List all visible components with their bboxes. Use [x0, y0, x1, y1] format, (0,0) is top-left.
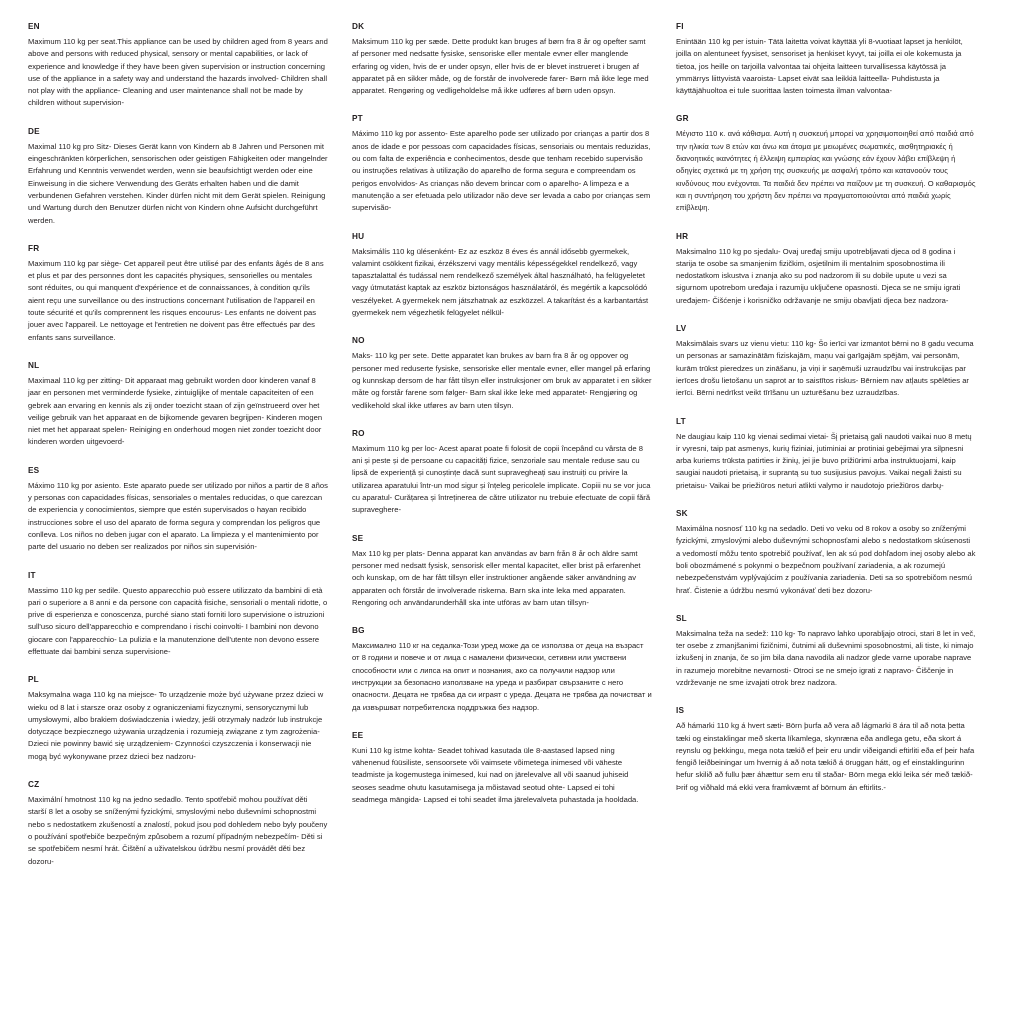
language-block — [676, 324, 976, 399]
language-block — [352, 429, 652, 517]
language-block — [676, 509, 976, 597]
language-block — [28, 22, 328, 110]
language-body: Maksimálís 110 kg ülésenként- Ez az eszköz 8 éves és annál idősebb gyermekek, valamint csökkent fizikai, érzékszervi vagy mentális képességekkel rendelkező, vagy tapasztalattal és tudással nem rendelkező személyek által használható, ha felügyeletet vagy útmutatást kaptak az eszköz biztonságos használatáról, és megértik a kapcsolódó veszélyeket. A gyermekek nem játszhatnak az eszközzel. A takarítást és a karbantartást gyermekek nem végezhetik felügyelet nélkül- — [352, 246, 649, 318]
language-body: Maximum 110 kg par siège- Cet appareil peut être utilisé par des enfants âgés de 8 ans et plus et par des personnes dont les capacités physiques, sensorielles ou mentales sont réduites, ou qui manquent d'expérience et de connaissances, à condition qu'ils aient reçu une surveillance ou des instructions concernant l'utilisation de l'appareil en toute sécurité et qu'ils comprennent les risques encourus- Les enfants ne doivent pas jouer avec l'appareil. Le nettoyage et l'entretien ne doivent pas être effectués par des enfants sans surveillance. — [28, 258, 324, 342]
language-block — [676, 114, 976, 214]
language-code: NO — [352, 336, 365, 346]
language-block — [352, 114, 652, 214]
text-column-1 — [28, 22, 328, 885]
language-code: DK — [352, 22, 365, 31]
language-body: Maximal 110 kg pro Sitz- Dieses Gerät kann von Kindern ab 8 Jahren und Personen mit eingeschränkten körperlichen, sensorischen oder geistigen Fähigkeiten oder mangelnder Erfahrung und Kenntnis verwendet werden, wenn sie beaufsichtigt werden oder eine Einweisung in die sichere Verwendung des Geräts erhalten haben und die damit verbundenen Gefahren verstehen. Kinder dürfen nicht mit dem Gerät spielen. Reinigung und Wartung durch den Benutzer dürfen nicht von Kindern ohne Aufsicht durchgeführt werden. — [28, 141, 328, 225]
language-block — [676, 232, 976, 307]
language-body: Maksimālais svars uz vienu vietu: 110 kg- Šo ierīci var izmantot bērni no 8 gadu vecuma un personas ar samazinātām fiziskajām, maņu vai garīgajām spējām, vai personām, kurām trūkst pieredzes un zināšanu, ja viņi ir saņēmuši uzraudzību vai instrukcijas par ierīces drošu lietošanu un saprot ar to saistītos riskus- Bērniem nav atļauts spēlēties ar ierīci. Bērni nedrīkst veikt tīrīšanu un uzturēšanu bez uzraudzības. — [676, 339, 974, 398]
language-body: Maksimum 110 kg per sæde. Dette produkt kan bruges af børn fra 8 år og opefter samt af personer med nedsatte fysiske, sensoriske eller mentale evner eller manglende erfaring og viden, hvis de er under opsyn, eller hvis de er blevet instrueret i brugen af apparatet på en sikker måde, og de forstår de involverede farer- Børn må ikke lege med apparatet. Rengøring og vedligeholdelse må ikke udføres af børn uden opsyn. — [352, 37, 649, 96]
language-body: Kuni 110 kg istme kohta- Seadet tohivad kasutada üle 8-aastased lapsed ning vähenenud füüsiliste, sensoorsete või vaimsete võimetega inimesed või väheste teadmiste ja kogemustega inimesed, kui nad on järelevalve all või saanud juhiseid seoses seadme ohutu kasutamisega ja mõistavad seotud ohte- Lapsed ei tohi seadmega mängida- Lapsed ei tohi seadet ilma järelevalveta puhastada ja hooldada. — [352, 745, 639, 805]
language-code: RO — [352, 428, 365, 438]
language-body: Máximo 110 kg por asiento. Este aparato puede ser utilizado por niños a partir de 8 años y personas con capacidades físicas, sensoriales o mentales reducidas, o que carezcan de experiencia y conocimientos, siempre que estén supervisados o hayan recibido instrucciones sobre el uso del aparato de forma segura y comprendan los peligros que conlleva. Los niños no deben jugar con el aparato. La limpieza y el mantenimiento por parte del usuario no deben ser realizados por niños sin supervisión- — [28, 480, 328, 552]
language-code: ES — [28, 465, 40, 475]
language-code: IT — [28, 570, 36, 580]
language-block — [676, 706, 976, 794]
language-code: FI — [676, 22, 684, 31]
language-code: IS — [676, 706, 685, 716]
language-code: EN — [28, 22, 40, 31]
language-code: GR — [676, 114, 689, 124]
language-block — [28, 244, 328, 344]
language-code: SE — [352, 533, 364, 543]
language-body: Maximaal 110 kg per zitting- Dit apparaat mag gebruikt worden door kinderen vanaf 8 jaar en personen met verminderde fysieke, zintuiglijke of mentale capaciteiten of een gebrek aan ervaring en kennis als zij onder toezicht staan of zijn geïnstrueerd over het veilige gebruik van het apparaat en de bijkomende gevaren begrijpen- Kinderen mogen niet met het apparaat spelen- Reiniging en onderhoud mogen niet zonder toezicht door kinderen worden uitgevoerd- — [28, 375, 323, 447]
language-block — [676, 22, 976, 97]
language-block — [28, 571, 328, 659]
language-block — [352, 731, 652, 806]
language-code: SK — [676, 509, 688, 519]
language-code: CZ — [28, 780, 40, 790]
language-code: PT — [352, 114, 363, 124]
language-code: NL — [28, 360, 40, 370]
language-block — [28, 466, 328, 554]
language-code: FR — [28, 243, 40, 253]
language-code: BG — [352, 626, 365, 636]
language-block — [352, 232, 652, 320]
language-body: Máximo 110 kg por assento- Este aparelho pode ser utilizado por crianças a partir dos 8 anos de idade e por pessoas com capacidades físicas, sensoriais ou mentais reduzidas, ou com falta de experiência e conhecimentos, desde que tenham recebido supervisão ou instruções relativas à utilização do aparelho de forma segura e compreendam os perigos envolvidos- As crianças não devem brincar com o aparelho- A limpeza e a manutenção a ser efetuada pelo utilizador não deve ser levada a cabo por crianças sem supervisão- — [352, 129, 651, 213]
language-block — [352, 626, 652, 714]
language-body: Maximum 110 kg per loc- Acest aparat poate fi folosit de copii începând cu vârsta de 8 ani și peste și de persoane cu capacități fizice, senzoriale sau mentale reduse sau cu lipsă de experiență și cunoștințe dacă sunt supravegheați sau instruiți cu privire la utilizarea aparatului într-un mod sigur și înțeleg pericolele implicate. Copiii nu se vor juca cu aparatul- Curățarea și întreținerea de către utilizator nu trebuie efectuate de copii fără supraveghere- — [352, 443, 651, 515]
language-body: Að hámarki 110 kg á hvert sæti- Börn þurfa að vera að lágmarki 8 ára til að nota þetta tæki og einstaklingar með skerta líkamlega, skynræna eða andlega getu, eða skort á reynslu og þekkingu, mega nota tækið ef þeir eru undir viðeigandi eftirliti eða ef þeir hafa fengið leiðbeiningar um hvernig á að nota tækið á öruggan hátt, og ef einstaklingurinn hefur skilið að fullu þær áhættur sem eru til staðar- Börn mega ekki leika sér með tækið- Þrif og viðhald má ekki vera framkvæmt af börnum án eftirlits.- — [676, 721, 975, 792]
language-code: LV — [676, 324, 687, 334]
language-block — [352, 336, 652, 411]
language-body: Maximálna nosnosť 110 kg na sedadlo. Deti vo veku od 8 rokov a osoby so zníženými fyzickými, zmyslovými alebo duševnými schopnosťami alebo s nedostatkom skúsenosti a vedomostí môžu tento spotrebič používať, len ak sú pod dohľadom inej osoby alebo ak boli obozmámené s pokynmi o bezpečnom používaní zariadenia, a ak rozumejú nebezpečenstvám vyplývajúcim z používania zariadenia. Deti sa so spotrebičom nesmú hrať. Čistenie a údržbu nesmú vykonávať deti bez dozoru- — [676, 524, 976, 595]
language-body: Maksimalna teža na sedež: 110 kg- To napravo lahko uporabljajo otroci, stari 8 let in več, ter osebe z zmanjšanimi fizičnimi, čutnimi ali duševnimi sposobnostmi, ali tiste, ki nimajo izkušenj in znanja, če so jim bila dana navodila ali nadzor glede varne uporabe naprave in razumejo morebitne nevarnosti- Otroci se ne smejo igrati z napravo- Čiščenje in vzdrževanje ne sme izvajati otrok brez nadzora. — [676, 628, 976, 687]
language-body: Μέγιστο 110 κ. ανά κάθισμα. Αυτή η συσκευή μπορεί να χρησιμοποιηθεί από παιδιά από την ηλικία των 8 ετών και άνω και άτομα με μειωμένες σωματικές, αισθητηριακές ή διανοητικές ικανότητες ή έλλειψη εμπειρίας και γνώσης εάν έχουν λάβει επίβλεψη ή οδηγίες σχετικά με τη χρήση της συσκευής με ασφαλή τρόπο και κατανοούν τους κινδύνους που ενέχονται. Τα παιδιά δεν πρέπει να παίζουν με τη συσκευή. Ο καθαρισμός και η συντήρηση του χρήστη δεν πρέπει να πραγματοποιούνται από παιδιά χωρίς επίβλεψη. — [676, 129, 976, 213]
language-code: PL — [28, 675, 39, 685]
language-code: HR — [676, 231, 689, 241]
language-block — [676, 417, 976, 492]
language-block — [676, 614, 976, 689]
language-body: Ne daugiau kaip 110 kg vienai sedimai vietai- Šį prietaisą gali naudoti vaikai nuo 8 metų ir vyresni, taip pat asmenys, kurių fiziniai, jutiminiai ar protiniai gebėjimai yra silpnesni arba kuriems trūksta patirties ir žinių, jei jie buvo prižiūrimi arba instruktuojami, kaip saugiai naudoti prietaisą, ir suprantą su tuo susijusius pavojus. Vaikai negali žaisti su prietaisu- Vaikai be priežiūros neturi atlikti valymo ir naudotojo priežiūros darbų- — [676, 431, 972, 490]
text-column-2 — [352, 22, 652, 823]
columns-container — [28, 22, 1006, 1014]
language-block — [28, 675, 328, 763]
language-block — [28, 780, 328, 868]
language-code: DE — [28, 126, 40, 136]
language-code: HU — [352, 231, 365, 241]
language-body: Maks- 110 kg per sete. Dette apparatet kan brukes av barn fra 8 år og oppover og personer med reduserte fysiske, sensoriske eller mentale evner, eller mangel på erfaring og kunnskap dersom de har fått tilsyn eller instruksjoner om bruk av apparatet i en sikker måte og forstår farene som følger- Barn skal ikke leke med apparatet- Rengjøring og vedlikehold skal ikke utføres av barn uten tilsyn. — [352, 351, 652, 410]
language-body: Massimo 110 kg per sedile. Questo apparecchio può essere utilizzato da bambini di età pari o superiore a 8 anni e da persone con capacità fisiche, sensoriali o mentali ridotte, o prive di esperienza e conoscenza, purché siano stati forniti loro supervisione o istruzioni sull'uso sicuro dell'apparecchio e comprendano i rischi coinvolti- I bambini non devono giocare con l'apparecchio- La pulizia e la manutenzione dell'utente non devono essere effettuate dai bambini senza supervisione- — [28, 585, 328, 656]
language-body: Maksimalno 110 kg po sjedalu- Ovaj uređaj smiju upotrebljavati djeca od 8 godina i starija te osobe sa smanjenim fizičkim, osjetilnim ili mentalnim sposobnostima ili nedostatkom iskustva i znanja ako su pod nadzorom ili su dobile upute u vezi sa sigurnom upotrebom uređaja i razumiju uključene opasnosti. Djeca se ne smiju igrati uređajem- Čišćenje i korisničko održavanje ne smiju obavljati djeca bez nadzora- — [676, 246, 961, 305]
language-body: Максимално 110 кг на седалка-Този уред може да се използва от деца на възраст от 8 години и повече и от лица с намалени физически, сетивни или умствени способности или с липса на опит и познания, ако са получили надзор или инструкции за безопасно използване на уреда и разбират свързаните с него опасности. Децата не трябва да си играят с уреда. Децата не трябва да почистват и да извършват потребителска поддръжка без надзор. — [352, 641, 652, 712]
language-body: Max 110 kg per plats- Denna apparat kan användas av barn från 8 år och äldre samt personer med nedsatt fysisk, sensorisk eller mental kapacitet, eller brist på erfarenhet och kunskap, om de har fått tillsyn eller instruktioner angående säker användning av apparaten och förstår de involverade riskerna. Barn ska inte leka med apparaten. Rengoring och användarunderhåll ska inte utföras av barn utan tillsyn- — [352, 548, 641, 607]
language-block — [352, 534, 652, 609]
language-block — [28, 361, 328, 449]
text-column-3 — [676, 22, 976, 811]
language-block — [352, 22, 652, 97]
language-block — [28, 127, 328, 227]
language-body: Enintään 110 kg per istuin- Tätä laitetta voivat käyttää yli 8-vuotiaat lapset ja henkilöt, joilla on alentuneet fyysiset, sensoriset ja henkiset kyvyt, tai joilla ei ole kokemusta ja tietoa, jos heille on tarjoilla valvontaa tai ohjeita laitteen turvallisessa käytössä ja ymmärrys liittyvistä vaaroista- Lapset eivät saa leikkiä laitteella- Puhdistusta ja käyttäjähuoltoa ei tule suorittaa lasten toimesta ilman valvontaa- — [676, 37, 963, 96]
language-body: Maximum 110 kg per seat.This appliance can be used by children aged from 8 years and above and persons with reduced physical, sensory or mental capabilities, or lack of experience and knowledge if they have been given supervision or instruction concerning use of the appliance in a safety way and understand the hazards involved- Children shall not play with the appliance- Cleaning and user maintenance shall not be made by children without supervision- — [28, 37, 328, 108]
language-code: LT — [676, 416, 686, 426]
language-body: Maximální hmotnost 110 kg na jedno sedadlo. Tento spotřebič mohou používat děti starší 8 let a osoby se sníženými fyzickými, smyslovými nebo duševními schopnostmi nebo s nedostatkem zkušeností a znalostí, pokud jsou pod dohledem nebo byly poučeny o používání spotřebiče bezpečným způsobem a rozumí případným nebezpečím- Děti si se spotřebičem nesmí hrát. Čištění a uživatelskou údržbu nesmí provádět děti bez dozoru- — [28, 795, 328, 866]
language-body: Maksymalna waga 110 kg na miejsce- To urządzenie może być używane przez dzieci w wieku od 8 lat i starsze oraz osoby z ograniczeniami fizycznymi, sensorycznymi lub umysłowymi, albo brakiem doświadczenia i wiedzy, jeśli otrzymały nadzór lub instrukcje dotyczące bezpiecznego używania urządzenia i rozumieją związane z tym zagrożenia- Dzieci nie powinny bawić się urządzeniem- Czynności czyszczenia i konserwacji nie mogą być wykonywane przez dzieci bez nadzoru- — [28, 690, 324, 761]
language-code: SL — [676, 613, 687, 623]
language-code: EE — [352, 730, 364, 740]
